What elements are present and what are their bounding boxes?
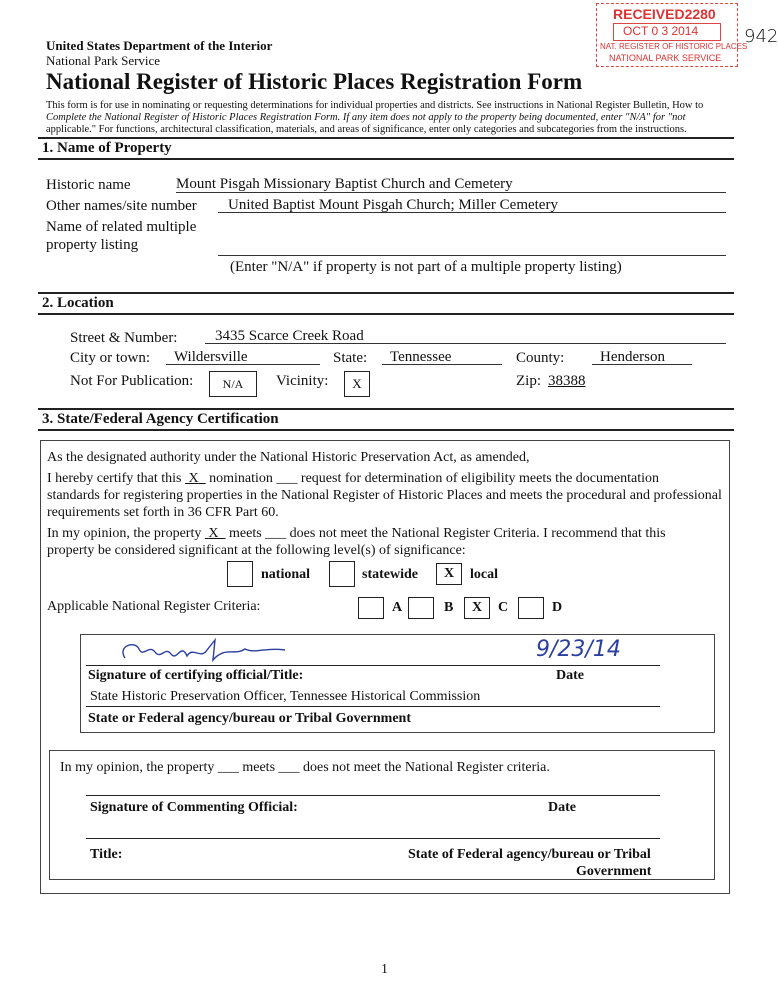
stamp-date: OCT 0 3 2014 — [623, 24, 699, 38]
stamp-nps: NATIONAL PARK SERVICE — [609, 53, 722, 63]
vicinity-label: Vicinity: — [276, 373, 329, 389]
zip-label: Zip: — [516, 373, 541, 389]
criteria-label: Applicable National Register Criteria: — [47, 599, 261, 614]
stamp-received: RECEIVED2280 — [613, 6, 716, 22]
official-title: State Historic Preservation Officer, Tennessee Historical Commission — [90, 689, 481, 704]
stamp-register: NAT. REGISTER OF HISTORIC PLACES — [600, 42, 748, 51]
not-for-publication-label: Not For Publication: — [70, 373, 194, 389]
other-names-label: Other names/site number — [46, 198, 197, 214]
date-label: Date — [556, 668, 584, 683]
comment-text: In my opinion, the property ___ meets ___ does not meet the National Register criteria. — [60, 760, 550, 775]
criteria-c-checkbox[interactable]: X — [464, 597, 490, 619]
street-field[interactable]: 3435 Scarce Creek Road — [205, 328, 726, 344]
section-heading-location: 2. Location — [38, 292, 734, 315]
cert-text: standards for registering properties in the National Register of Historic Places and meets the procedural and professional — [47, 488, 722, 503]
cert-text: property be considered significant at the following level(s) of significance: — [47, 543, 466, 558]
related-listing-label: property listing — [46, 237, 139, 253]
level-statewide-label: statewide — [362, 567, 418, 582]
instructions-line: Complete the National Register of Historic Places Registration Form. If any item does not apply to the property being documented, enter "N/A" for "not — [46, 112, 686, 123]
level-local-checkbox[interactable]: X — [436, 563, 462, 585]
criteria-a-checkbox[interactable] — [358, 597, 384, 619]
state-label: State: — [333, 350, 368, 366]
criteria-a-label: A — [392, 600, 403, 615]
handwritten-signature — [115, 636, 315, 664]
related-listing-label: Name of related multiple — [46, 219, 197, 235]
level-national-label: national — [261, 567, 311, 582]
section-heading-certification: 3. State/Federal Agency Certification — [38, 408, 734, 431]
comment-date-label: Date — [548, 800, 576, 815]
title-label: Title: — [90, 847, 123, 862]
nomination-mark[interactable]: X — [188, 471, 199, 486]
level-statewide-checkbox[interactable] — [329, 561, 355, 587]
historic-name-field[interactable]: Mount Pisgah Missionary Baptist Church and Cemetery — [176, 176, 726, 193]
level-national-checkbox[interactable] — [227, 561, 253, 587]
cert-text: As the designated authority under the National Historic Preservation Act, as amended, — [47, 450, 530, 465]
related-listing-field[interactable] — [218, 239, 726, 256]
agency-label: State or Federal agency/bureau or Tribal Government — [88, 711, 412, 726]
city-label: City or town: — [70, 350, 151, 366]
historic-name-label: Historic name — [46, 177, 131, 193]
comment-agency-label: Government — [576, 864, 652, 879]
cert-text: I hereby certify that this X nomination ___ request for determination of eligibility meets the documentation — [47, 471, 659, 486]
cert-text: requirements set forth in 36 CFR Part 60. — [47, 505, 279, 520]
page-number: 1 — [381, 962, 388, 977]
section-heading-name: 1. Name of Property — [38, 137, 734, 160]
instructions-line: applicable." For functions, architectural classification, materials, and areas of significance, enter only categories and subcategories from the instructions. — [46, 124, 687, 135]
criteria-d-label: D — [552, 600, 563, 615]
department: United States Department of the Interior — [46, 38, 273, 53]
level-local-label: local — [470, 567, 498, 582]
comment-agency-label: State of Federal agency/bureau or Tribal — [408, 847, 651, 862]
street-label: Street & Number: — [70, 330, 178, 346]
handwritten-number: 942 — [744, 26, 778, 47]
page-title: National Register of Historic Places Registration Form — [46, 69, 583, 94]
received-stamp — [596, 3, 748, 67]
state-field[interactable]: Tennessee — [382, 349, 502, 365]
agency: National Park Service — [46, 53, 161, 68]
criteria-b-label: B — [444, 600, 454, 615]
other-names-field[interactable]: United Baptist Mount Pisgah Church; Miller Cemetery — [218, 197, 726, 213]
meets-mark[interactable]: X — [208, 526, 219, 541]
not-for-publication-box[interactable]: N/A — [209, 371, 257, 397]
county-field[interactable]: Henderson — [592, 349, 692, 365]
zip-field[interactable]: 38388 — [548, 373, 586, 389]
cert-text: In my opinion, the property X meets ___ does not meet the National Register Criteria. I recommend that this — [47, 526, 666, 541]
related-listing-note: (Enter "N/A" if property is not part of a multiple property listing) — [230, 259, 622, 275]
vicinity-checkbox[interactable]: X — [344, 371, 370, 397]
criteria-b-checkbox[interactable] — [408, 597, 434, 619]
comment-signature-label: Signature of Commenting Official: — [90, 800, 298, 815]
county-label: County: — [516, 350, 565, 366]
criteria-c-label: C — [498, 600, 509, 615]
signature-date: 9/23/14 — [536, 637, 621, 662]
signature-label: Signature of certifying official/Title: — [88, 668, 304, 683]
criteria-d-checkbox[interactable] — [518, 597, 544, 619]
instructions-line: This form is for use in nominating or requesting determinations for individual properties and districts. See instructions in National Register Bulletin, How to — [46, 100, 704, 111]
city-field[interactable]: Wildersville — [166, 349, 320, 365]
